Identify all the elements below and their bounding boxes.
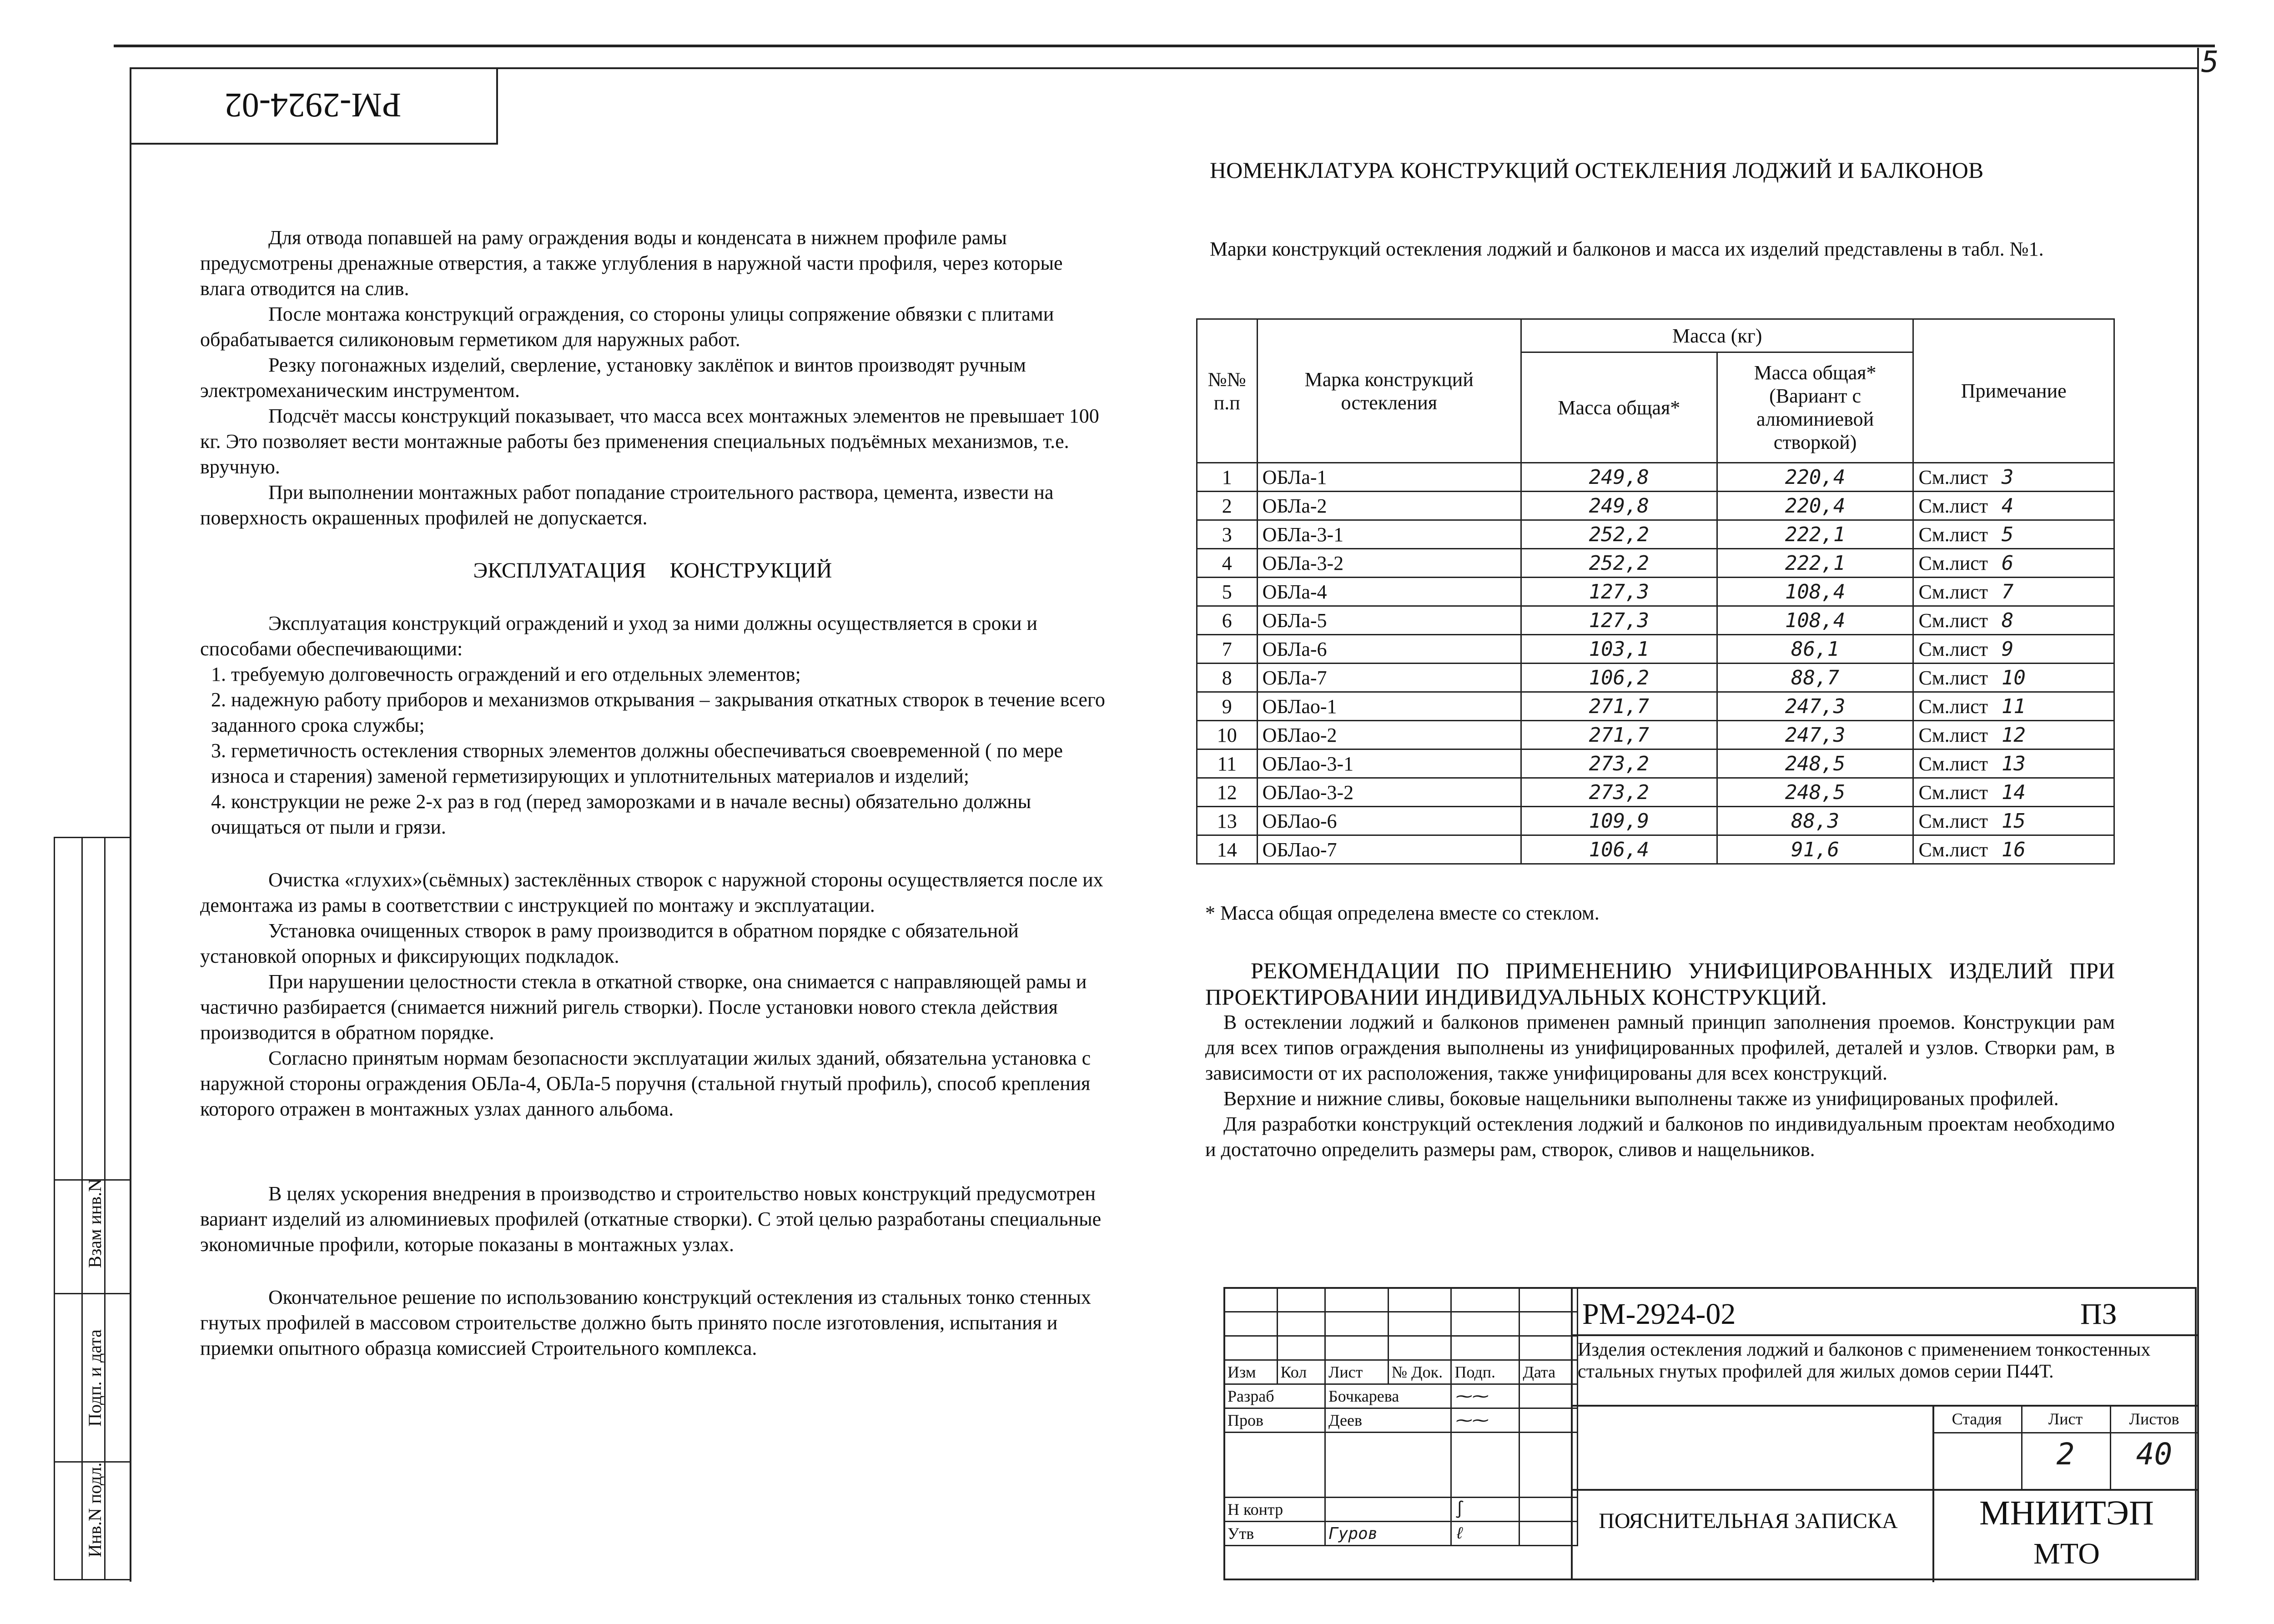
nomenclature-intro: Марки конструкций остекления лоджий и балконов и масса их изделий представлены в табл. №1. xyxy=(1210,238,2044,260)
outer-frame-right xyxy=(2197,48,2199,1580)
table-row xyxy=(1197,549,2114,578)
row-mass-alt: 88,7 xyxy=(1717,664,1913,692)
table-row xyxy=(1197,664,2114,692)
side-stamp-label-inventory: Инв.N подл. xyxy=(85,1462,105,1558)
signature-cell xyxy=(1451,1408,1519,1433)
row-note-sheet: 13 xyxy=(2001,752,2026,775)
org-name-line2: МТО xyxy=(2033,1537,2100,1570)
row-note xyxy=(1913,807,2114,835)
stage-hline xyxy=(1932,1432,2199,1433)
row-note-label: См.лист xyxy=(1918,724,1988,746)
row-note xyxy=(1913,606,2114,635)
row-mark: ОБЛао-3-1 xyxy=(1257,749,1521,778)
col-header: Изм xyxy=(1224,1360,1278,1384)
row-note-sheet: 3 xyxy=(2001,465,2014,489)
row-note-sheet: 10 xyxy=(2001,666,2026,689)
row-note-label: См.лист xyxy=(1918,494,1988,517)
row-mass-total: 249,8 xyxy=(1521,463,1717,492)
row-note-label: См.лист xyxy=(1918,609,1988,632)
row-number: 9 xyxy=(1197,692,1258,721)
row-number: 12 xyxy=(1197,778,1258,807)
row-mass-alt: 91,6 xyxy=(1717,835,1913,864)
sheets-header: Листов xyxy=(2129,1410,2179,1428)
row-mass-alt: 248,5 xyxy=(1717,749,1913,778)
title-block-vdivider xyxy=(1571,1289,1573,1579)
left-paragraph: Согласно принятым нормам безопасности эксплуатации жилых зданий, обязательна установка с наружной стороны ограждения ОБЛа-4, ОБЛа-5 поручня (стальной гнутый профиль), способ крепления которого отражен в монтажных узлах данного альбома. xyxy=(200,1047,1091,1120)
row-number: 7 xyxy=(1197,635,1258,664)
row-mass-total: 106,4 xyxy=(1521,835,1717,864)
row-note xyxy=(1913,578,2114,606)
left-column xyxy=(200,225,1105,1361)
row-number: 5 xyxy=(1197,578,1258,606)
title-block xyxy=(1223,1287,2197,1580)
row-note xyxy=(1913,635,2114,664)
row-mass-alt: 108,4 xyxy=(1717,578,1913,606)
col-header: Дата xyxy=(1519,1360,1578,1384)
left-paragraph: При нарушении целостности стекла в откатной створке, она снимается с направляющей рамы и частично разбирается (снимается нижний ригель створки). После установки нового стекла действия производится в обратном порядке. xyxy=(200,970,1087,1044)
row-note-sheet: 14 xyxy=(2001,780,2026,804)
row-note-label: См.лист xyxy=(1918,523,1988,546)
recommendation-paragraph: Верхние и нижние сливы, боковые нащельники выполнены также из унифицированых профилей. xyxy=(1223,1087,2059,1110)
role-name: Бочкарева xyxy=(1325,1384,1451,1408)
row-note-label: См.лист xyxy=(1918,781,1988,804)
operation-list xyxy=(200,662,1105,840)
role-name: Гуров xyxy=(1325,1522,1451,1546)
section-heading-operation: ЭКСПЛУАТАЦИЯ КОНСТРУКЦИЙ xyxy=(473,558,832,583)
list-item: 2. надежную работу приборов и механизмов открывания – закрывания откатных створок в течение всего заданного срока службы; xyxy=(211,689,1105,736)
row-mass-total: 273,2 xyxy=(1521,749,1717,778)
revision-grid xyxy=(1223,1287,1578,1546)
row-mass-total: 252,2 xyxy=(1521,549,1717,578)
left-paragraph: При выполнении монтажных работ попадание строительного раствора, цемента, извести на поверхность окрашенных профилей не допускается. xyxy=(200,481,1054,529)
role-name: Деев xyxy=(1325,1408,1451,1433)
row-note-label: См.лист xyxy=(1918,752,1988,775)
row-mark: ОБЛа-1 xyxy=(1257,463,1521,492)
sheet-value: 2 xyxy=(2056,1437,2075,1472)
row-note xyxy=(1913,463,2114,492)
row-mass-alt: 220,4 xyxy=(1717,492,1913,520)
row-note-sheet: 4 xyxy=(2001,494,2014,518)
row-number: 8 xyxy=(1197,664,1258,692)
list-item: 4. конструкции не реже 2-х раз в год (перед заморозками и в начале весны) обязательно должны очищаться от пыли и грязи. xyxy=(211,790,1031,838)
row-mass-alt: 88,3 xyxy=(1717,807,1913,835)
table-row xyxy=(1197,463,2114,492)
signature-mark: ⁓⁓ xyxy=(1454,1387,1488,1406)
table-row xyxy=(1197,749,2114,778)
top-border-line xyxy=(114,45,2215,47)
role-label: Пров xyxy=(1224,1408,1325,1433)
side-stamp-label-signature: Подп. и дата xyxy=(85,1329,105,1427)
list-item: 1. требуемую долговечность ограждений и его отдельных элементов; xyxy=(211,663,801,685)
col-header: № Док. xyxy=(1388,1360,1451,1384)
role-label: Утв xyxy=(1224,1522,1325,1546)
row-number: 11 xyxy=(1197,749,1258,778)
row-mass-total: 252,2 xyxy=(1521,520,1717,549)
left-paragraph: Подсчёт массы конструкций показывает, что масса всех монтажных элементов не превышает 100 кг. Это позволяет вести монтажные работы без применения специальных подъёмных механизмов, т.е. вручную. xyxy=(200,405,1099,478)
row-mass-total: 249,8 xyxy=(1521,492,1717,520)
row-mark: ОБЛа-4 xyxy=(1257,578,1521,606)
sheet-header: Лист xyxy=(2048,1410,2083,1428)
row-number: 3 xyxy=(1197,520,1258,549)
row-mark: ОБЛа-2 xyxy=(1257,492,1521,520)
col-header: Лист xyxy=(1325,1360,1388,1384)
row-number: 1 xyxy=(1197,463,1258,492)
row-mass-alt: 222,1 xyxy=(1717,549,1913,578)
table-row xyxy=(1197,606,2114,635)
title-block-sheet-code: ПЗ xyxy=(2080,1297,2117,1331)
rotated-doc-code-box xyxy=(130,67,498,145)
recommendations-title: РЕКОМЕНДАЦИИ ПО ПРИМЕНЕНИЮ УНИФИЦИРОВАННЫХ ИЗДЕЛИЙ ПРИ ПРОЕКТИРОВАНИИ ИНДИВИДУАЛЬНЫХ КОНСТРУКЦИЙ. xyxy=(1205,958,2115,1010)
row-mark: ОБЛао-3-2 xyxy=(1257,778,1521,807)
left-paragraph: Установка очищенных створок в раму производится в обратном порядке с обязательной установкой опорных и фиксирующих подкладок. xyxy=(200,920,1019,967)
recommendation-paragraph: Для разработки конструкций остекления лоджий и балконов по индивидуальным проектам необходимо и достаточно определить размеры рам, створок, сливов и нащельников. xyxy=(1205,1113,2115,1161)
row-mass-alt: 247,3 xyxy=(1717,692,1913,721)
row-note xyxy=(1913,520,2114,549)
header-note: Примечание xyxy=(1913,319,2114,463)
col-header: Кол xyxy=(1277,1360,1325,1384)
title-block-description: Изделия остекления лоджий и балконов с применением тонкостенных стальных гнутых профилей для жилых домов серии П44Т. xyxy=(1578,1339,2151,1382)
row-number: 4 xyxy=(1197,549,1258,578)
recommendation-paragraph: В остеклении лоджий и балконов применен рамный принцип заполнения проемов. Конструкции рам для всех типов ограждения выполнены из унифицированных профилей, деталей и узлов. Створки рам, в зависимости от их расположения, также унифицированы для всех конструкций. xyxy=(1205,1011,2115,1084)
row-note xyxy=(1913,549,2114,578)
side-stamp-divider-1 xyxy=(81,838,83,1579)
left-paragraph: После монтажа конструкций ограждения, со стороны улицы сопряжение обвязки с плитами обрабатывается силиконовым герметиком для наружных работ. xyxy=(200,303,1054,351)
list-item: 3. герметичность остекления створных элементов должны обеспечиваться своевременной ( по мере износа и старения) заменой герметизирующих и уплотнительных материалов и изделий; xyxy=(211,739,1063,787)
row-mark: ОБЛа-7 xyxy=(1257,664,1521,692)
row-number: 2 xyxy=(1197,492,1258,520)
row-note xyxy=(1913,749,2114,778)
header-mark: Марка конструкций остекления xyxy=(1257,319,1521,463)
header-mass-alt: Масса общая* (Вариант с алюминиевой створкой) xyxy=(1717,352,1913,463)
table-row xyxy=(1197,520,2114,549)
table-row xyxy=(1197,835,2114,864)
row-note-label: См.лист xyxy=(1918,809,1988,832)
row-note xyxy=(1913,692,2114,721)
org-name-line1: МНИИТЭП xyxy=(1979,1494,2154,1532)
role-label: Н контр xyxy=(1224,1498,1325,1522)
row-mass-alt: 248,5 xyxy=(1717,778,1913,807)
row-mass-total: 271,7 xyxy=(1521,692,1717,721)
row-number: 10 xyxy=(1197,721,1258,749)
table-row xyxy=(1197,807,2114,835)
table-row xyxy=(1197,578,2114,606)
role-label: Разраб xyxy=(1224,1384,1325,1408)
row-note xyxy=(1913,721,2114,749)
row-mass-total: 127,3 xyxy=(1521,578,1717,606)
row-note-label: См.лист xyxy=(1918,638,1988,660)
row-note-label: См.лист xyxy=(1918,695,1988,718)
header-mass: Масса (кг) xyxy=(1521,319,1913,352)
row-note-sheet: 16 xyxy=(2001,838,2026,861)
sheets-value: 40 xyxy=(2136,1437,2173,1472)
row-note-sheet: 7 xyxy=(2001,580,2014,603)
row-mass-total: 273,2 xyxy=(1521,778,1717,807)
row-mark: ОБЛао-6 xyxy=(1257,807,1521,835)
stage-table xyxy=(1932,1405,2199,1489)
signature-mark: ∫ xyxy=(1454,1500,1465,1519)
sheet-corner-number: 5 xyxy=(2201,45,2219,79)
row-note xyxy=(1913,778,2114,807)
mass-table xyxy=(1196,318,2115,865)
doc-type: ПОЯСНИТЕЛЬНАЯ ЗАПИСКА xyxy=(1599,1509,1898,1533)
row-mark: ОБЛао-7 xyxy=(1257,835,1521,864)
rotated-doc-code: РМ-2924-02 xyxy=(224,86,402,125)
left-paragraph: В целях ускорения внедрения в производство и строительство новых конструкций предусмотрен вариант изделий из алюминиевых профилей (откатные створки). С этой целью разработаны специальные экономичные профили, которые показаны в монтажных узлах. xyxy=(200,1182,1102,1256)
row-mass-total: 271,7 xyxy=(1521,721,1717,749)
row-note xyxy=(1913,664,2114,692)
row-mass-total: 106,2 xyxy=(1521,664,1717,692)
side-stamp-label-replace: Взам инв.N xyxy=(85,1178,105,1268)
row-note-label: См.лист xyxy=(1918,552,1988,574)
signature-cell xyxy=(1451,1498,1519,1522)
role-name xyxy=(1325,1498,1451,1522)
table-row xyxy=(1197,692,2114,721)
row-note-sheet: 11 xyxy=(2001,694,2026,718)
signature-mark: ℓ xyxy=(1454,1524,1465,1543)
row-mass-alt: 247,3 xyxy=(1717,721,1913,749)
left-paragraph: Окончательное решение по использованию конструкций остекления из стальных тонко стенных гнутых профилей в массовом строительстве должно быть принято после изготовления, испытания и приемки опытного образца комиссией Строительного комплекса. xyxy=(200,1286,1091,1359)
row-mass-total: 127,3 xyxy=(1521,606,1717,635)
row-note-sheet: 15 xyxy=(2001,809,2026,833)
col-header: Подп. xyxy=(1451,1360,1519,1384)
header-mass-total: Масса общая* xyxy=(1521,352,1717,463)
row-number: 13 xyxy=(1197,807,1258,835)
row-mark: ОБЛао-2 xyxy=(1257,721,1521,749)
row-mark: ОБЛа-3-2 xyxy=(1257,549,1521,578)
recommendations-body xyxy=(1205,1010,2115,1162)
left-paragraph: Резку погонажных изделий, сверление, установку заклёпок и винтов производят ручным электромеханическим инструментом. xyxy=(200,354,1026,402)
left-paragraph: Для отвода попавшей на раму ограждения воды и конденсата в нижнем профиле рамы предусмотрены дренажные отверстия, а также углубления в наружной части профиля, через которые влага отводится на слив. xyxy=(200,226,1063,300)
operation-intro: Эксплуатация конструкций ограждений и уход за ними должны осуществляется в сроки и способами обеспечивающими: xyxy=(200,612,1037,660)
stage-header: Стадия xyxy=(1952,1410,2002,1428)
row-note-sheet: 9 xyxy=(2001,637,2014,661)
table-row xyxy=(1197,721,2114,749)
row-mass-total: 109,9 xyxy=(1521,807,1717,835)
signature-cell xyxy=(1451,1384,1519,1408)
row-mark: ОБЛао-1 xyxy=(1257,692,1521,721)
row-note-sheet: 12 xyxy=(2001,723,2026,747)
row-number: 6 xyxy=(1197,606,1258,635)
row-note-label: См.лист xyxy=(1918,838,1988,861)
nomenclature-title: НОМЕНКЛАТУРА КОНСТРУКЦИЙ ОСТЕКЛЕНИЯ ЛОДЖИЙ И БАЛКОНОВ xyxy=(1210,157,1984,183)
row-mass-alt: 108,4 xyxy=(1717,606,1913,635)
row-note-label: См.лист xyxy=(1918,580,1988,603)
row-mark: ОБЛа-3-1 xyxy=(1257,520,1521,549)
row-number: 14 xyxy=(1197,835,1258,864)
row-mark: ОБЛа-5 xyxy=(1257,606,1521,635)
row-note-sheet: 5 xyxy=(2001,523,2014,546)
left-paragraph: Очистка «глухих»(сьёмных) застеклённых створок с наружной стороны осуществляется после их демонтажа из рамы в соответствии с инструкцией по монтажу и эксплуатации. xyxy=(200,869,1103,916)
row-note-sheet: 8 xyxy=(2001,608,2014,632)
title-block-code: РМ-2924-02 xyxy=(1582,1297,1736,1331)
signature-mark: ⁓⁓ xyxy=(1454,1411,1488,1430)
table-footnote: * Масса общая определена вместе со стеклом. xyxy=(1205,902,1600,924)
row-mass-alt: 222,1 xyxy=(1717,520,1913,549)
signature-cell xyxy=(1451,1522,1519,1546)
row-note xyxy=(1913,835,2114,864)
table-row xyxy=(1197,778,2114,807)
row-note-label: См.лист xyxy=(1918,666,1988,689)
row-mass-alt: 86,1 xyxy=(1717,635,1913,664)
table-row xyxy=(1197,635,2114,664)
row-mass-alt: 220,4 xyxy=(1717,463,1913,492)
table-row xyxy=(1197,492,2114,520)
header-num: №№ п.п xyxy=(1197,319,1258,463)
title-block-hdivider-1 xyxy=(1571,1334,2199,1336)
row-note xyxy=(1913,492,2114,520)
row-note-sheet: 6 xyxy=(2001,551,2014,575)
row-note-label: См.лист xyxy=(1918,466,1988,488)
row-mark: ОБЛа-6 xyxy=(1257,635,1521,664)
title-block-hdivider-3 xyxy=(1571,1489,2199,1491)
row-mass-total: 103,1 xyxy=(1521,635,1717,664)
